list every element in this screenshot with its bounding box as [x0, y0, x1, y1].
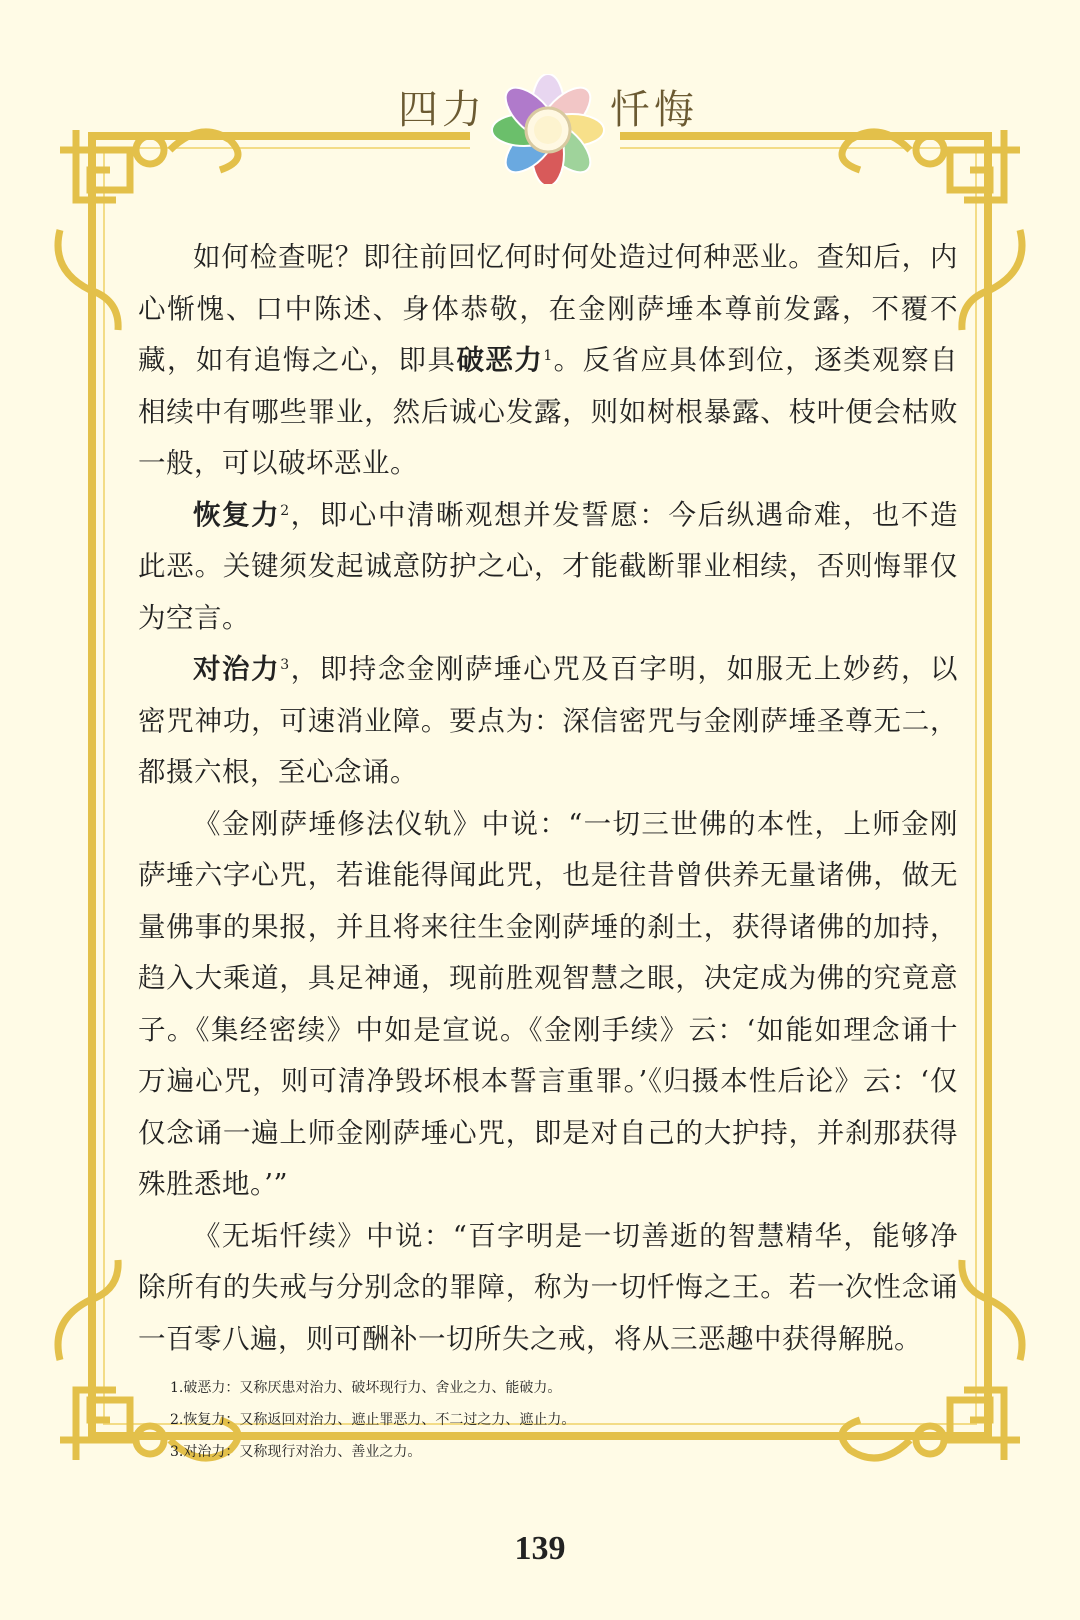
paragraph	[138, 644, 958, 799]
paragraph-text: 《金刚萨埵修法仪轨》中说：“一切三世佛的本性，上师金刚萨埵六字心咒，若谁能得闻此咒，也是往昔曾供养无量诸佛，做无量佛事的果报，并且将来往生金刚萨埵的刹土，获得诸佛的加持，趋入大乘道，具足神通，现前胜观智慧之眼，决定成为佛的究竟意子。《集经密续》中如是宣说。《金刚手续》云：‘如能如理念诵十万遍心咒，则可清净毁坏根本誓言重罪。’《归摄本性后论》云：‘仅仅念诵一遍上师金刚萨埵心咒，即是对自己的大护持，并刹那获得殊胜悉地。’”	[138, 807, 958, 1200]
footnote-ref: 3	[280, 657, 290, 673]
paragraph-text: ，即持念金刚萨埵心咒及百字明，如服无上妙药，以密咒神功，可速消业障。要点为：深信密咒与金刚萨埵圣尊无二，都摄六根，至心念诵。	[138, 653, 959, 788]
footnote-1: 1.破恶力：又称厌患对治力、破坏现行力、舍业之力、能破力。	[170, 1380, 562, 1396]
footnote-ref: 2	[280, 502, 290, 519]
lotus-emblem-icon	[490, 74, 606, 184]
paragraph	[138, 490, 958, 645]
paragraph	[138, 1211, 958, 1366]
header-title-left: 四力	[398, 87, 486, 133]
page-number: 139	[514, 1530, 566, 1567]
paragraph-text: 如何检查呢？即往前回忆何时何处造过何种恶业。查知后，内心惭愧、口中陈述、身体恭敬，在金刚萨埵本尊前发露，不覆不藏，如有追悔之心，即具	[138, 241, 958, 376]
footnotes	[170, 1372, 575, 1468]
term-bold: 破恶力	[456, 344, 544, 376]
header-title-right: 忏悔	[610, 87, 698, 133]
paragraph-text: 。反省应具体到位，逐类观察自相续中有哪些罪业，然后诚心发露，则如树根暴露、枝叶便会枯败一般，可以破坏恶业。	[138, 344, 959, 479]
paragraph	[138, 799, 958, 1211]
footnote-2: 2.恢复力：又称返回对治力、遮止罪恶力、不二过之力、遮止力。	[170, 1412, 576, 1428]
term-bold: 对治力	[193, 653, 281, 685]
footnote-3: 3.对治力：又称现行对治力、善业之力。	[170, 1444, 422, 1460]
term-bold: 恢复力	[193, 498, 281, 531]
paragraph-text: 《无垢忏续》中说：“百字明是一切善逝的智慧精华，能够净除所有的失戒与分别念的罪障，称为一切忏悔之王。若一次性念诵一百零八遍，则可酬补一切所失之戒，将从三恶趣中获得解脱。	[138, 1219, 958, 1355]
paragraph-text: ，即心中清晰观想并发誓愿：今后纵遇命难，也不造此恶。关键须发起诚意防护之心，才能截断罪业相续，否则悔罪仅为空言。	[138, 498, 959, 634]
footnote-ref: 1	[543, 348, 553, 364]
body-text	[138, 232, 958, 1365]
paragraph	[138, 232, 958, 490]
